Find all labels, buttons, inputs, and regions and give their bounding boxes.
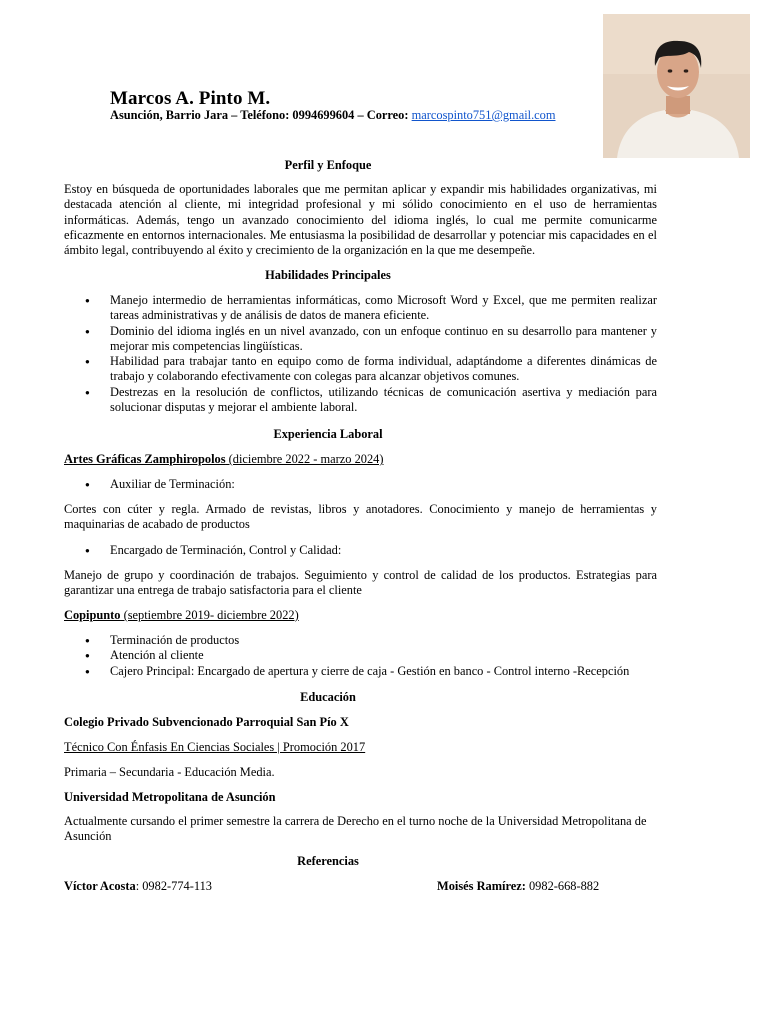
school-levels: Primaria – Secundaria - Educación Media. <box>64 765 275 779</box>
reference-1-phone: : 0982-774-113 <box>135 879 212 893</box>
list-item: ● Terminación de productos <box>64 633 684 648</box>
references-heading: Referencias <box>297 854 359 868</box>
candidate-name: Marcos A. Pinto M. <box>110 88 271 109</box>
job1-company: Artes Gráficas Zamphiropolos <box>64 452 226 466</box>
job1-title <box>64 452 383 467</box>
experience-heading: Experiencia Laboral <box>273 427 383 441</box>
education-heading: Educación <box>300 690 356 704</box>
job1-role1-list <box>64 477 657 492</box>
list-item: ● Destrezas en la resolución de conflictos, utilizando técnicas de comunicación asertiva y mediación para solucionar disputas y mejorar el ambiente laboral. <box>64 385 657 416</box>
list-item: ● Atención al cliente <box>64 648 684 663</box>
reference-2-phone: 0982-668-882 <box>525 879 600 893</box>
job2-title <box>64 608 299 623</box>
school-name: Colegio Privado Subvencionado Parroquial San Pío X <box>64 715 349 729</box>
job1-period: (diciembre 2022 - marzo 2024) <box>225 452 384 466</box>
profile-photo <box>603 14 750 158</box>
list-item: ● Dominio del idioma inglés en un nivel avanzado, con un enfoque continuo en su desarrollo para mantener y mejorar mis competencias lingüísticas. <box>64 324 657 355</box>
reference-1-name: Víctor Acosta <box>64 879 136 893</box>
job1-role1-description: Cortes con cúter y regla. Armado de revistas, libros y anotadores. Conocimiento y manejo de herramientas y maquinarias de acabado de productos <box>64 502 657 532</box>
skills-heading: Habilidades Principales <box>265 268 391 282</box>
university-description: Actualmente cursando el primer semestre la carrera de Derecho en el turno noche de la Universidad Metropolitana de Asunción <box>64 814 647 844</box>
reference-2-name: Moisés Ramírez: <box>437 879 526 893</box>
profile-text: Estoy en búsqueda de oportunidades laborales que me permitan aplicar y expandir mis habilidades organizativas, mi destacada atención al cliente, mi integridad profesional y mi sólido conocimiento en el uso de herramientas informáticas. Además, tengo un avanzado conocimiento del idioma inglés, lo cual me permite comunicarme eficazmente en entornos internacionales. Me entusiasma la posibilidad de desarrollar y potenciar mis capacidades en el ámbito legal, contribuyendo al éxito y crecimiento de la organización en la que me desempeñe. <box>64 182 657 258</box>
list-item: ● Habilidad para trabajar tanto en equipo como de forma individual, adaptándome a diferentes dinámicas de trabajo y colaborando efectivamente con colegas para alcanzar objetivos comunes. <box>64 354 657 385</box>
list-item: ● Manejo intermedio de herramientas informáticas, como Microsoft Word y Excel, que me permiten realizar tareas administrativas y de análisis de datos de manera eficiente. <box>64 293 657 324</box>
profile-heading: Perfil y Enfoque <box>284 158 372 172</box>
list-item: ● Auxiliar de Terminación: <box>64 477 657 492</box>
contact-details: Asunción, Barrio Jara – Teléfono: 0994699604 – Correo: <box>110 108 412 122</box>
skills-list <box>64 293 657 415</box>
job2-company: Copipunto <box>64 608 121 622</box>
reference-2 <box>437 879 599 894</box>
email-link[interactable]: marcospinto751@gmail.com <box>411 108 556 122</box>
portrait-image <box>603 14 750 158</box>
list-item: ● Cajero Principal: Encargado de apertura y cierre de caja - Gestión en banco - Control interno -Recepción <box>64 664 684 679</box>
university-name: Universidad Metropolitana de Asunción <box>64 790 276 804</box>
job2-period: (septiembre 2019- diciembre 2022) <box>120 608 299 622</box>
contact-line <box>110 108 556 123</box>
reference-1 <box>64 879 212 894</box>
job1-role2-description: Manejo de grupo y coordinación de trabajos. Seguimiento y control de calidad de los productos. Estrategias para garantizar una entrega de trabajo satisfactoria para el cliente <box>64 568 657 598</box>
list-item: ● Encargado de Terminación, Control y Calidad: <box>64 543 657 558</box>
job2-duties-list <box>64 633 684 679</box>
job1-role2-list <box>64 543 657 558</box>
school-degree: Técnico Con Énfasis En Ciencias Sociales | Promoción 2017 <box>64 740 366 754</box>
